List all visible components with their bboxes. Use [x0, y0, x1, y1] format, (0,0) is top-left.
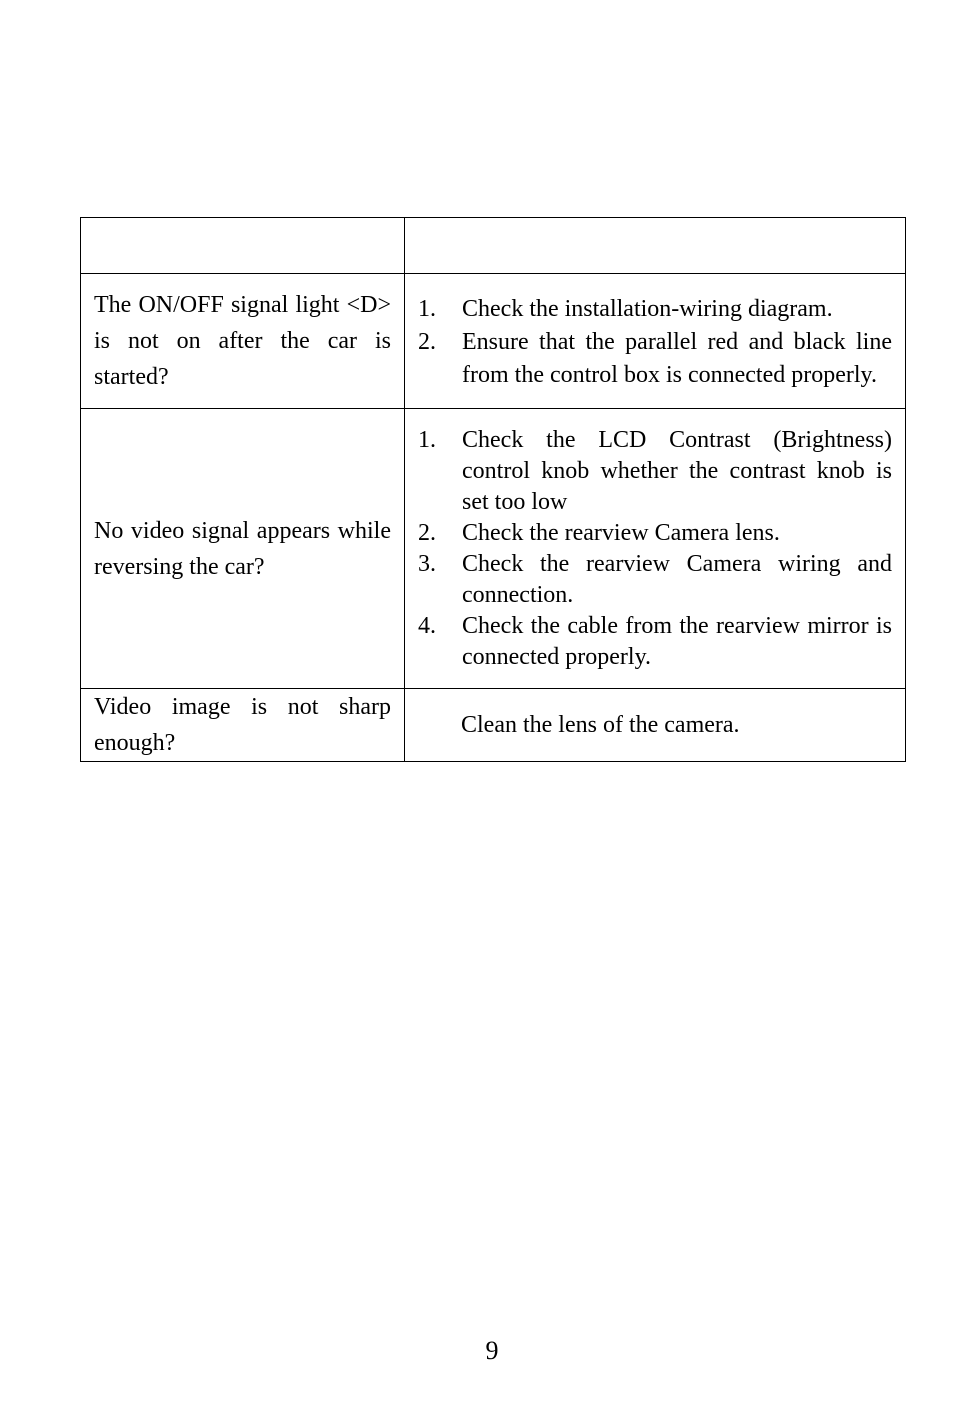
header-problem-cell — [81, 218, 405, 274]
solution-text: Ensure that the parallel red and black line from the control box is connected properly. — [462, 328, 892, 388]
solution-number: 1. — [418, 426, 436, 453]
table-header-row — [81, 218, 906, 274]
solution-list — [405, 425, 905, 673]
solution-item — [418, 549, 892, 611]
problem-cell — [81, 274, 405, 409]
solution-number: 4. — [418, 612, 436, 639]
solution-item — [418, 293, 892, 326]
solution-text: Check the cable from the rearview mirror is connected properly. — [462, 612, 892, 670]
solution-text: Check the LCD Contrast (Brightness) control knob whether the contrast knob is set too low — [462, 426, 892, 515]
problem-text: The ON/OFF signal light <D> is not on after the car is started? — [94, 292, 391, 390]
solution-list — [405, 291, 905, 392]
page-number: 9 — [485, 1336, 499, 1365]
table-row — [81, 274, 906, 409]
problem-cell — [81, 689, 405, 762]
troubleshooting-table — [80, 217, 906, 762]
header-solution-cell — [405, 218, 906, 274]
solution-number: 2. — [418, 328, 436, 355]
problem-cell — [81, 409, 405, 689]
problem-text: No video signal appears while reversing the car? — [94, 517, 391, 580]
solution-number: 2. — [418, 519, 436, 546]
problem-text: Video image is not sharp enough? — [94, 694, 391, 756]
solution-text: Check the rearview Camera wiring and connection. — [462, 550, 892, 608]
table-row — [81, 409, 906, 689]
solution-text: Check the installation-wiring diagram. — [462, 295, 833, 322]
solution-item — [418, 518, 892, 549]
solution-item — [418, 611, 892, 673]
table-row — [81, 689, 906, 762]
solution-number: 1. — [418, 295, 436, 322]
solution-cell — [405, 409, 906, 689]
solution-item — [418, 326, 892, 392]
solution-item — [418, 425, 892, 518]
solution-cell — [405, 689, 906, 762]
solution-text: Check the rearview Camera lens. — [462, 519, 780, 546]
solution-text: Clean the lens of the camera. — [461, 711, 740, 738]
solution-cell — [405, 274, 906, 409]
solution-number: 3. — [418, 550, 436, 577]
